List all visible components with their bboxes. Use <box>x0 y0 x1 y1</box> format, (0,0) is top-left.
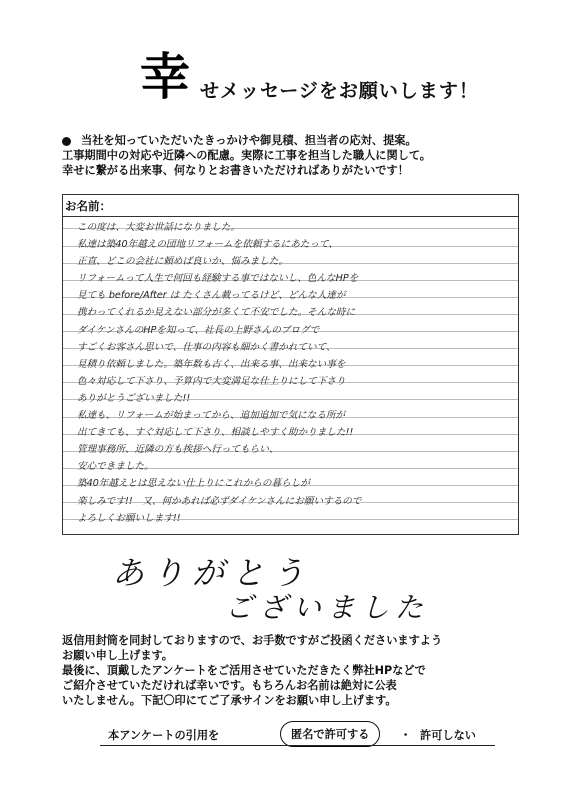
message-line: 管理事務所、近隣の方も挨拶へ行ってもらい、 <box>77 444 279 456</box>
message-line: ダイケンさんのHPを知って、社長の上野さんのブログで <box>77 324 320 336</box>
intro-line-2: 工事期間中の対応や近隣への配慮。実際に工事を担当した職人に関して。 <box>62 149 431 162</box>
thank-you-calligraphy <box>0 548 573 624</box>
message-form <box>62 194 519 535</box>
intro-bullet-text: 当社を知っていただいたきっかけや御見積、担当者の応対、提案。 <box>81 134 417 147</box>
page-title: せメッセージをお願いします！ <box>200 80 479 102</box>
message-line: 私達も、リフォームが始まってから、追加追加で気になる所が <box>77 410 346 422</box>
bullet-icon <box>62 137 71 146</box>
name-field[interactable] <box>63 195 518 217</box>
message-line: この度は、大変お世話になりました。 <box>77 222 241 233</box>
closing-line-1: 返信用封筒を同封しておりますので、お手数ですがご投函くださいますよう <box>62 634 443 647</box>
intro-text <box>62 133 532 178</box>
message-line: 楽しみです!! 又、何かあれば必ずダイケンさんにお願いするので <box>77 495 362 507</box>
intro-line-3: 幸せに繋がる出来事、何なりとお書きいただければありがたいです！ <box>62 164 409 177</box>
thanks-line-1: ありがとう <box>112 554 313 592</box>
message-line: 正直、どこの会社に頼めば良いか、悩みました。 <box>77 256 289 268</box>
consent-question: 本アンケートの引用を <box>108 729 220 742</box>
message-line: 携わってくれるか見えない部分が多くて不安でした。そんな時に <box>77 307 356 319</box>
closing-text <box>62 633 532 708</box>
message-line: 見積り依頼しました。築年数も古く、出来る事、出来ない事を <box>77 358 346 370</box>
intro-line-1 <box>62 133 532 148</box>
consent-underline <box>100 745 495 746</box>
message-line: よろしくお願いします!! <box>77 512 181 524</box>
consent-option-decline[interactable]: 許可しない <box>420 729 476 742</box>
brush-calligraphy-char: 幸 <box>140 47 190 106</box>
name-label: お名前： <box>65 199 111 213</box>
message-line: 見ても before/After は たくさん載ってるけど、どんな人達が <box>77 290 346 302</box>
closing-line-2: お願い申し上げます。 <box>62 649 173 662</box>
closing-line-4: ご紹介させていただければ幸いです。もちろんお名前は絶対に公表 <box>62 679 397 692</box>
consent-row <box>100 720 520 748</box>
consent-separator: ・ <box>400 729 412 742</box>
message-line: 安心できました。 <box>77 461 154 473</box>
handwritten-message <box>77 219 507 527</box>
closing-line-3: 最後に、頂戴したアンケートをご活用させていただきたく弊社HPなどで <box>62 664 426 677</box>
closing-line-5: いたしません。下記〇印にてご了承サインをお願い申し上げます。 <box>62 694 397 707</box>
thanks-line-2: ございました <box>225 591 430 624</box>
message-line: 出てきても、すぐ対応して下さり、相談しやすく助かりました!! <box>77 427 354 439</box>
message-line: リフォームって人生で何回も経験する事ではないし、色んなHPを <box>77 273 359 285</box>
message-line: ありがとうございました!! <box>77 392 191 404</box>
message-line: すごくお客さん思いで、仕事の内容も細かく書かれていて、 <box>77 341 336 353</box>
consent-option-anonymous-selected[interactable]: 匿名で許可する <box>280 721 380 747</box>
message-line: 色々対応して下さり、予算内で大変満足な仕上りにして下さり <box>77 375 346 387</box>
message-line: 私達は築40年越えの団地リフォームを依頼するにあたって、 <box>77 239 338 251</box>
message-line: 築40年越えとは思えない仕上りにこれからの暮らしが <box>77 478 310 490</box>
